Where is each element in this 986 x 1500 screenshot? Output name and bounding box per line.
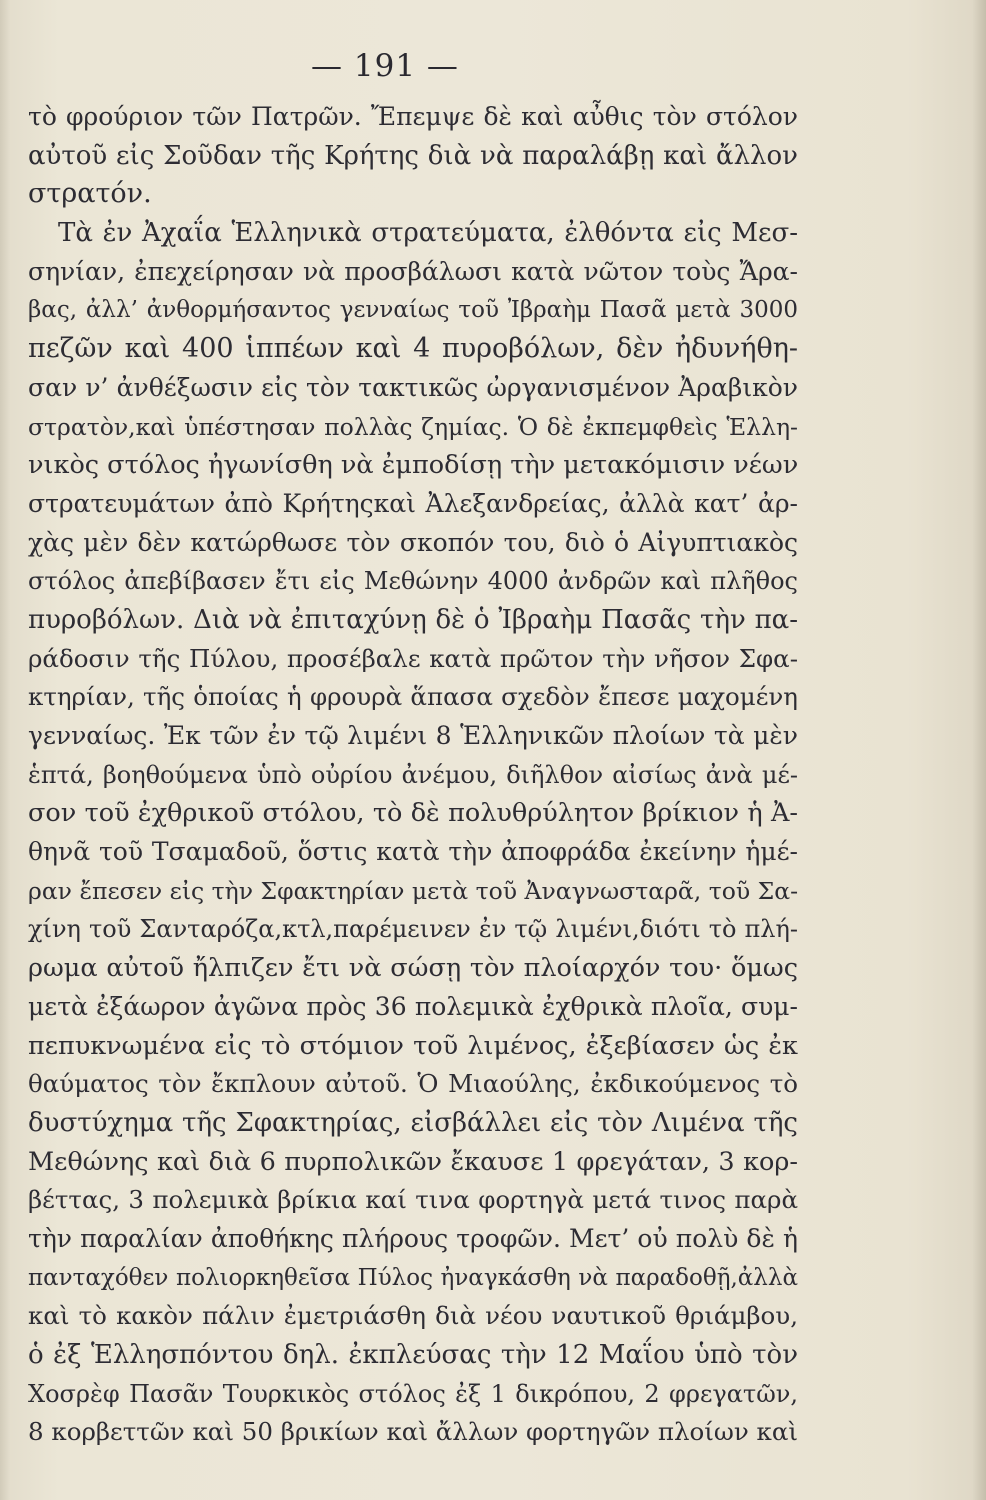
text-line: ρωμα αὐτοῦ ἤλπιζεν ἔτι νὰ σώσῃ τὸν πλοίαρχόν του· ὅμως (28, 953, 798, 984)
text-line: αὐτοῦ εἰς Σοῦδαν τῆς Κρήτης διὰ νὰ παραλάβῃ καὶ ἄλλον (28, 140, 798, 171)
text-line: πεπυκνωμένα εἰς τὸ στόμιον τοῦ λιμένος, ἐξεβίασεν ὡς ἐκ (28, 1030, 798, 1061)
text-line: θηνᾶ τοῦ Τσαμαδοῦ, ὅστις κατὰ τὴν ἀποφράδα ἐκείνην ἡμέ- (28, 837, 798, 867)
page-number: — 191 — (311, 48, 459, 84)
text-line: δυστύχημα τῆς Σφακτηρίας, εἰσβάλλει εἰς τὸν Λιμένα τῆς (28, 1107, 798, 1138)
text-line: ὁ ἐξ Ἑλλησπόντου δηλ. ἐκπλεύσας τὴν 12 Μαΐου ὑπὸ τὸν (28, 1340, 798, 1370)
text-line: βέττας, 3 πολεμικὰ βρίκια καί τινα φορτηγὰ μετά τινος παρὰ (28, 1185, 798, 1215)
text-line: τὸ φρούριον τῶν Πατρῶν. Ἔπεμψε δὲ καὶ αὖθις τὸν στόλον (28, 102, 798, 131)
text-line: σον τοῦ ἐχθρικοῦ στόλου, τὸ δὲ πολυθρύλητον βρίκιον ἡ Ἀ- (28, 798, 798, 829)
text-line: 8 κορβεττῶν καὶ 50 βρικίων καὶ ἄλλων φορτηγῶν πλοίων καὶ (28, 1417, 798, 1447)
body-text (28, 98, 798, 1452)
text-line: στρατευμάτων ἀπὸ Κρήτηςκαὶ Ἀλεξανδρείας, ἀλλὰ κατ’ ἀρ- (28, 488, 798, 518)
text-line: καὶ τὸ κακὸν πάλιν ἐμετριάσθη διὰ νέου ναυτικοῦ θριάμβου, (28, 1301, 798, 1331)
text-line: ραν ἔπεσεν εἰς τὴν Σφακτηρίαν μετὰ τοῦ Ἀναγνωσταρᾶ, τοῦ Σα- (28, 876, 798, 905)
text-line: ράδοσιν τῆς Πύλου, προσέβαλε κατὰ πρῶτον τὴν νῆσον Σφα- (28, 643, 798, 673)
text-line: χὰς μὲν δὲν κατώρθωσε τὸν σκοπόν του, διὸ ὁ Αἰγυπτιακὸς (28, 527, 798, 557)
text-line: πανταχόθεν πολιορκηθεῖσα Πύλος ἠναγκάσθη νὰ παραδοθῇ,ἀλλὰ (28, 1264, 798, 1291)
text-line: πεζῶν καὶ 400 ἱππέων καὶ 4 πυροβόλων, δὲν ἠδυνήθη- (28, 333, 798, 365)
text-line: τὴν παραλίαν ἀποθήκης πλήρους τροφῶν. Μετ’ οὐ πολὺ δὲ ἡ (28, 1223, 798, 1253)
text-line: σηνίαν, ἐπεχείρησαν νὰ προσβάλωσι κατὰ νῶτον τοὺς Ἄρα- (28, 256, 798, 286)
page-left-edge-shadow (0, 0, 10, 1500)
text-line: βας, ἀλλ’ ἀνθορμήσαντος γενναίως τοῦ Ἰβραὴμ Πασᾶ μετὰ 3000 (28, 297, 798, 324)
text-line: Μεθώνης καὶ διὰ 6 πυρπολικῶν ἔκαυσε 1 φρεγάταν, 3 κορ- (28, 1146, 798, 1177)
text-line: χίνη τοῦ Σανταρόζα,κτλ,παρέμεινεν ἐν τῷ λιμένι,διότι τὸ πλή- (28, 915, 798, 944)
text-line: στρατὸν,καὶ ὑπέστησαν πολλὰς ζημίας. Ὁ δὲ ἐκπεμφθεὶς Ἑλλη- (28, 412, 798, 441)
text-line: νικὸς στόλος ἠγωνίσθη νὰ ἐμποδίσῃ τὴν μετακόμισιν νέων (28, 450, 798, 481)
text-line: γενναίως. Ἐκ τῶν ἐν τῷ λιμένι 8 Ἑλληνικῶν πλοίων τὰ μὲν (28, 721, 798, 750)
text-line: μετὰ ἐξάωρον ἀγῶνα πρὸς 36 πολεμικὰ ἐχθρικὰ πλοῖα, συμ- (28, 991, 798, 1021)
text-line: κτηρίαν, τῆς ὁποίας ἡ φρουρὰ ἅπασα σχεδὸν ἔπεσε μαχομένη (28, 682, 798, 712)
text-line: θαύματος τὸν ἔκπλουν αὐτοῦ. Ὁ Μιαούλης, ἐκδικούμενος τὸ (28, 1069, 798, 1099)
text-line: πυροβόλων. Διὰ νὰ ἐπιταχύνῃ δὲ ὁ Ἰβραὴμ Πασᾶς τὴν πα- (28, 604, 798, 635)
text-line: σαν ν’ ἀνθέξωσιν εἰς τὸν τακτικῶς ὠργανισμένον Ἀραβικὸν (28, 372, 798, 402)
text-line: στρατόν. (28, 178, 152, 210)
text-line: Χοσρὲφ Πασᾶν Τουρκικὸς στόλος ἐξ 1 δικρόπου, 2 φρεγατῶν, (28, 1379, 798, 1408)
text-line: ἑπτά, βοηθούμενα ὑπὸ οὐρίου ἀνέμου, διῆλθον αἰσίως ἀνὰ μέ- (28, 760, 798, 789)
text-line: Τὰ ἐν Ἀχαΐα Ἑλληνικὰ στρατεύματα, ἐλθόντα εἰς Μεσ- (58, 218, 798, 249)
text-line: στόλος ἀπεβίβασεν ἔτι εἰς Μεθώνην 4000 ἀνδρῶν καὶ πλῆθος (28, 567, 798, 596)
page-right-edge-shadow (972, 0, 986, 1500)
